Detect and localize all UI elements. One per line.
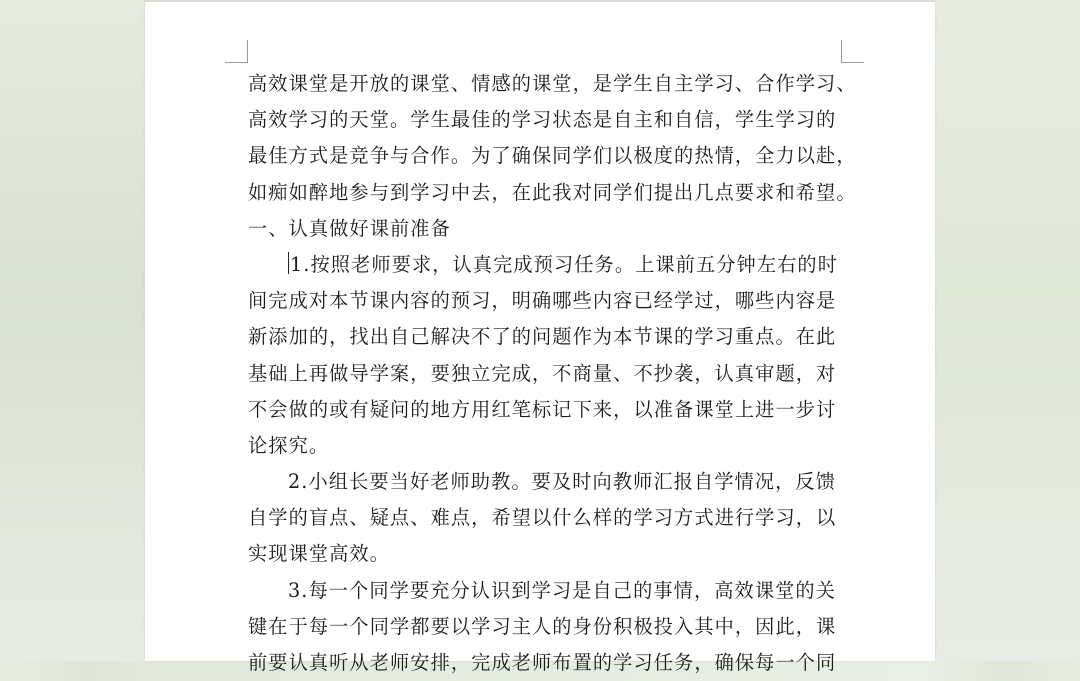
paragraph-line: 2.小组长要当好老师助教。要及时向教师汇报自学情况，反馈 [288,470,836,494]
background-left [0,0,145,661]
paragraph-line: 高效学习的天堂。学生最佳的学习状态是自主和自信，学生学习的 [248,108,837,132]
paragraph-line: 如痴如醉地参与到学习中去，在此我对同学们提出几点要求和希望。 [248,180,857,204]
paragraph-line: 实现课堂高效。 [248,542,391,566]
background-right [935,0,1080,661]
page-top-edge [145,0,935,2]
paragraph-line: 键在于每一个同学都要以学习主人的身份积极投入其中，因此，课 [248,614,837,638]
crop-mark-left [225,40,248,63]
document-body[interactable] [248,66,860,681]
item-1-line-1: 1.按照老师要求，认真完成预习任务。上课前五分钟左右的时 [290,252,838,276]
paragraph-line: 论探究。 [248,433,330,457]
paragraph-line: 高效课堂是开放的课堂、情感的课堂，是学生自主学习、合作学习、 [248,72,857,95]
paragraph-line: 最佳方式是竞争与合作。为了确保同学们以极度的热情，全力以赴， [248,144,857,168]
paragraph-line: 不会做的或有疑问的地方用红笔标记下来，以准备课堂上进一步讨 [248,397,837,421]
paragraph-line: 新添加的，找出自己解决不了的问题作为本节课的学习重点。在此 [248,325,837,349]
paragraph-line: 间完成对本节课内容的预习，明确哪些内容已经学过，哪些内容是 [248,289,837,313]
paragraph-line: 前要认真听从老师安排，完成老师布置的学习任务，确保每一个同 [248,651,837,674]
text-cursor [288,252,289,274]
paragraph-line-with-cursor [248,247,860,283]
crop-mark-right [841,40,864,63]
paragraph-line: 自学的盲点、疑点、难点，希望以什么样的学习方式进行学习，以 [248,506,837,530]
paragraph-line: 基础上再做导学案，要独立完成，不商量、不抄袭，认真审题，对 [248,361,837,385]
section-heading: 一、认真做好课前准备 [248,216,451,240]
paragraph-line: 3.每一个同学要充分认识到学习是自己的事情，高效课堂的关 [288,578,836,602]
